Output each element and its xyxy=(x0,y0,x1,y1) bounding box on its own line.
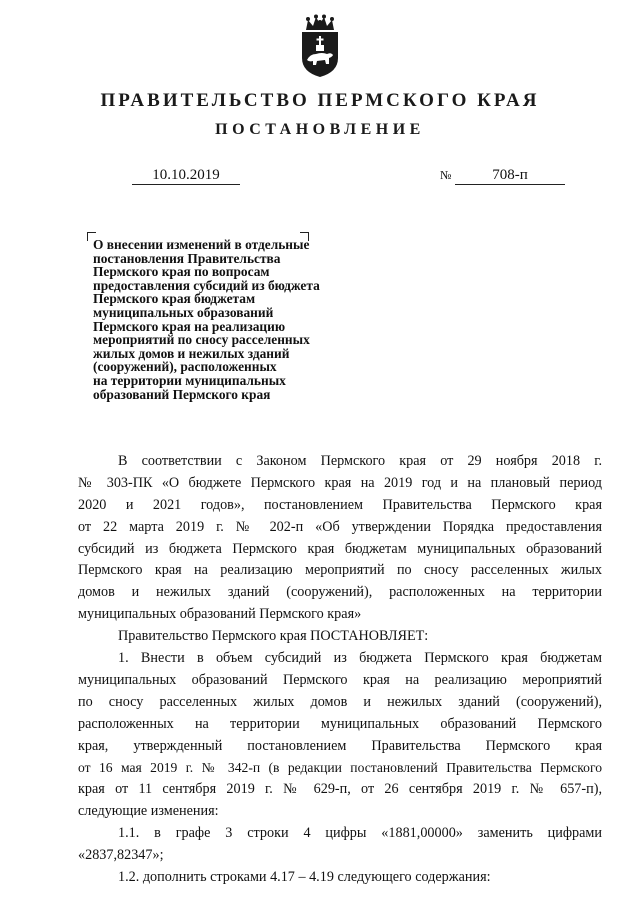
body-line: от 16 мая 2019 г. № 342-п (в редакции постановлений Правительства Пермского xyxy=(78,760,602,776)
subject-line: (сооружений), расположенных xyxy=(93,359,277,375)
body-line: субсидий из бюджета Пермского края бюджетам муниципальных образований xyxy=(78,540,602,557)
body-line: следующие изменения: xyxy=(78,803,219,820)
body-line: от 22 марта 2019 г. № 202-п «Об утверждении Порядка предоставления xyxy=(78,518,602,535)
subject-line: муниципальных образований xyxy=(93,304,274,320)
document-date: 10.10.2019 xyxy=(132,166,240,185)
body-line: края, утвержденный постановлением Правительства Пермского края xyxy=(78,737,602,754)
subject-line: Пермского края бюджетам xyxy=(93,291,256,307)
subject-line: предоставления субсидий из бюджета xyxy=(93,277,320,293)
government-title: ПРАВИТЕЛЬСТВО ПЕРМСКОГО КРАЯ xyxy=(100,90,540,111)
body-line: Пермского края на реализацию мероприятий по сносу расселенных жилых xyxy=(78,562,602,579)
subject-line: на территории муниципальных xyxy=(93,372,286,388)
body-line: 1.1. в графе 3 строки 4 цифры «1881,00000» заменить цифрами xyxy=(118,825,602,842)
subject-line: жилых домов и нежилых зданий xyxy=(93,345,290,361)
subject-line: мероприятий по сносу расселенных xyxy=(93,332,310,348)
subject-line: О внесении изменений в отдельные xyxy=(93,237,310,252)
number-label: № xyxy=(440,168,452,182)
body-line: 2020 и 2021 годов», постановлением Правительства Пермского края xyxy=(78,496,602,513)
document-type: ПОСТАНОВЛЕНИЕ xyxy=(215,121,425,138)
coat-of-arms-bear-icon xyxy=(298,14,342,78)
body-line: расположенных на территории муниципальных образований Пермского xyxy=(78,715,602,732)
subject-line: Пермского края по вопросам xyxy=(93,264,270,280)
body-line: № 303-ПК «О бюджете Пермского края на 2019 год и на плановый период xyxy=(78,474,602,491)
document-body xyxy=(78,451,602,889)
body-line: края от 11 сентября 2019 г. № 629-п, от 26 сентября 2019 г. № 657-п), xyxy=(78,781,602,798)
body-line: муниципальных образований Пермского края на реализацию мероприятий xyxy=(78,671,602,688)
subject-line: постановления Правительства xyxy=(93,250,281,266)
body-line: В соответствии с Законом Пермского края от 29 ноября 2018 г. xyxy=(118,453,602,469)
body-line: домов и нежилых зданий (сооружений), расположенных на территории xyxy=(78,584,602,601)
subject-line: Пермского края на реализацию xyxy=(93,318,286,334)
body-line: 1.2. дополнить строками 4.17 – 4.19 следующего содержания: xyxy=(118,868,491,885)
body-line: муниципальных образований Пермского края» xyxy=(78,606,362,623)
body-line: «2837,82347»; xyxy=(78,847,164,864)
body-line: по сносу расселенных жилых домов и нежилых зданий (сооружений), xyxy=(78,693,602,710)
document-subject xyxy=(93,238,383,401)
document-number: 708-п xyxy=(455,166,565,185)
body-line: 1. Внести в объем субсидий из бюджета Пермского края бюджетам xyxy=(118,650,602,667)
subject-line: образований Пермского края xyxy=(93,386,271,402)
body-line: Правительство Пермского края ПОСТАНОВЛЯЕТ: xyxy=(118,628,429,645)
